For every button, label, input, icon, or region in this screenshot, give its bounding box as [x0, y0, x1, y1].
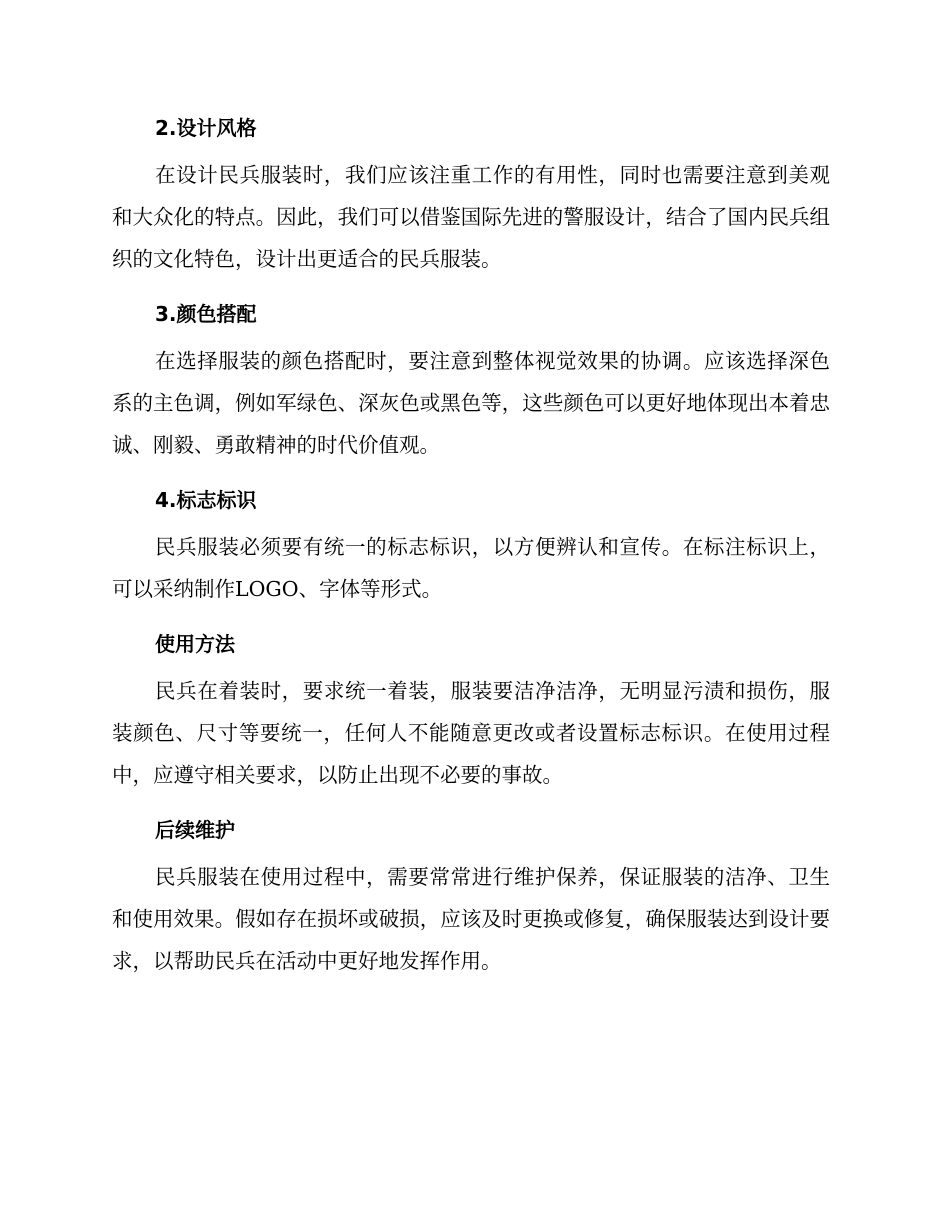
document-body	[112, 110, 830, 982]
section-heading-usage: 使用方法	[155, 632, 235, 656]
section-paragraph-logo-marking: 民兵服装必须要有统一的标志标识，以方便辨认和宣传。在标注标识上，可以采纳制作LOGO、字体等形式。	[112, 535, 830, 601]
section-heading-logo-marking: 4.标志标识	[155, 488, 257, 512]
section-paragraph-color-matching: 在选择服装的颜色搭配时，要注意到整体视觉效果的协调。应该选择深色系的主色调，例如军绿色、深灰色或黑色等，这些颜色可以更好地体现出本着忠诚、刚毅、勇敢精神的时代价值观。	[112, 349, 830, 457]
section-paragraph-design-style: 在设计民兵服装时，我们应该注重工作的有用性，同时也需要注意到美观和大众化的特点。因此，我们可以借鉴国际先进的警服设计，结合了国内民兵组织的文化特色，设计出更适合的民兵服装。	[112, 163, 830, 271]
section-paragraph-usage: 民兵在着装时，要求统一着装，服装要洁净洁净，无明显污渍和损伤，服装颜色、尺寸等要统一，任何人不能随意更改或者设置标志标识。在使用过程中，应遵守相关要求，以防止出现不必要的事故。	[112, 679, 830, 787]
section-heading-design-style: 2.设计风格	[155, 116, 257, 140]
section-heading-color-matching: 3.颜色搭配	[155, 302, 257, 326]
section-heading-maintenance: 后续维护	[155, 818, 235, 842]
section-paragraph-maintenance: 民兵服装在使用过程中，需要常常进行维护保养，保证服装的洁净、卫生和使用效果。假如存在损坏或破损，应该及时更换或修复，确保服装达到设计要求，以帮助民兵在活动中更好地发挥作用。	[112, 865, 830, 973]
